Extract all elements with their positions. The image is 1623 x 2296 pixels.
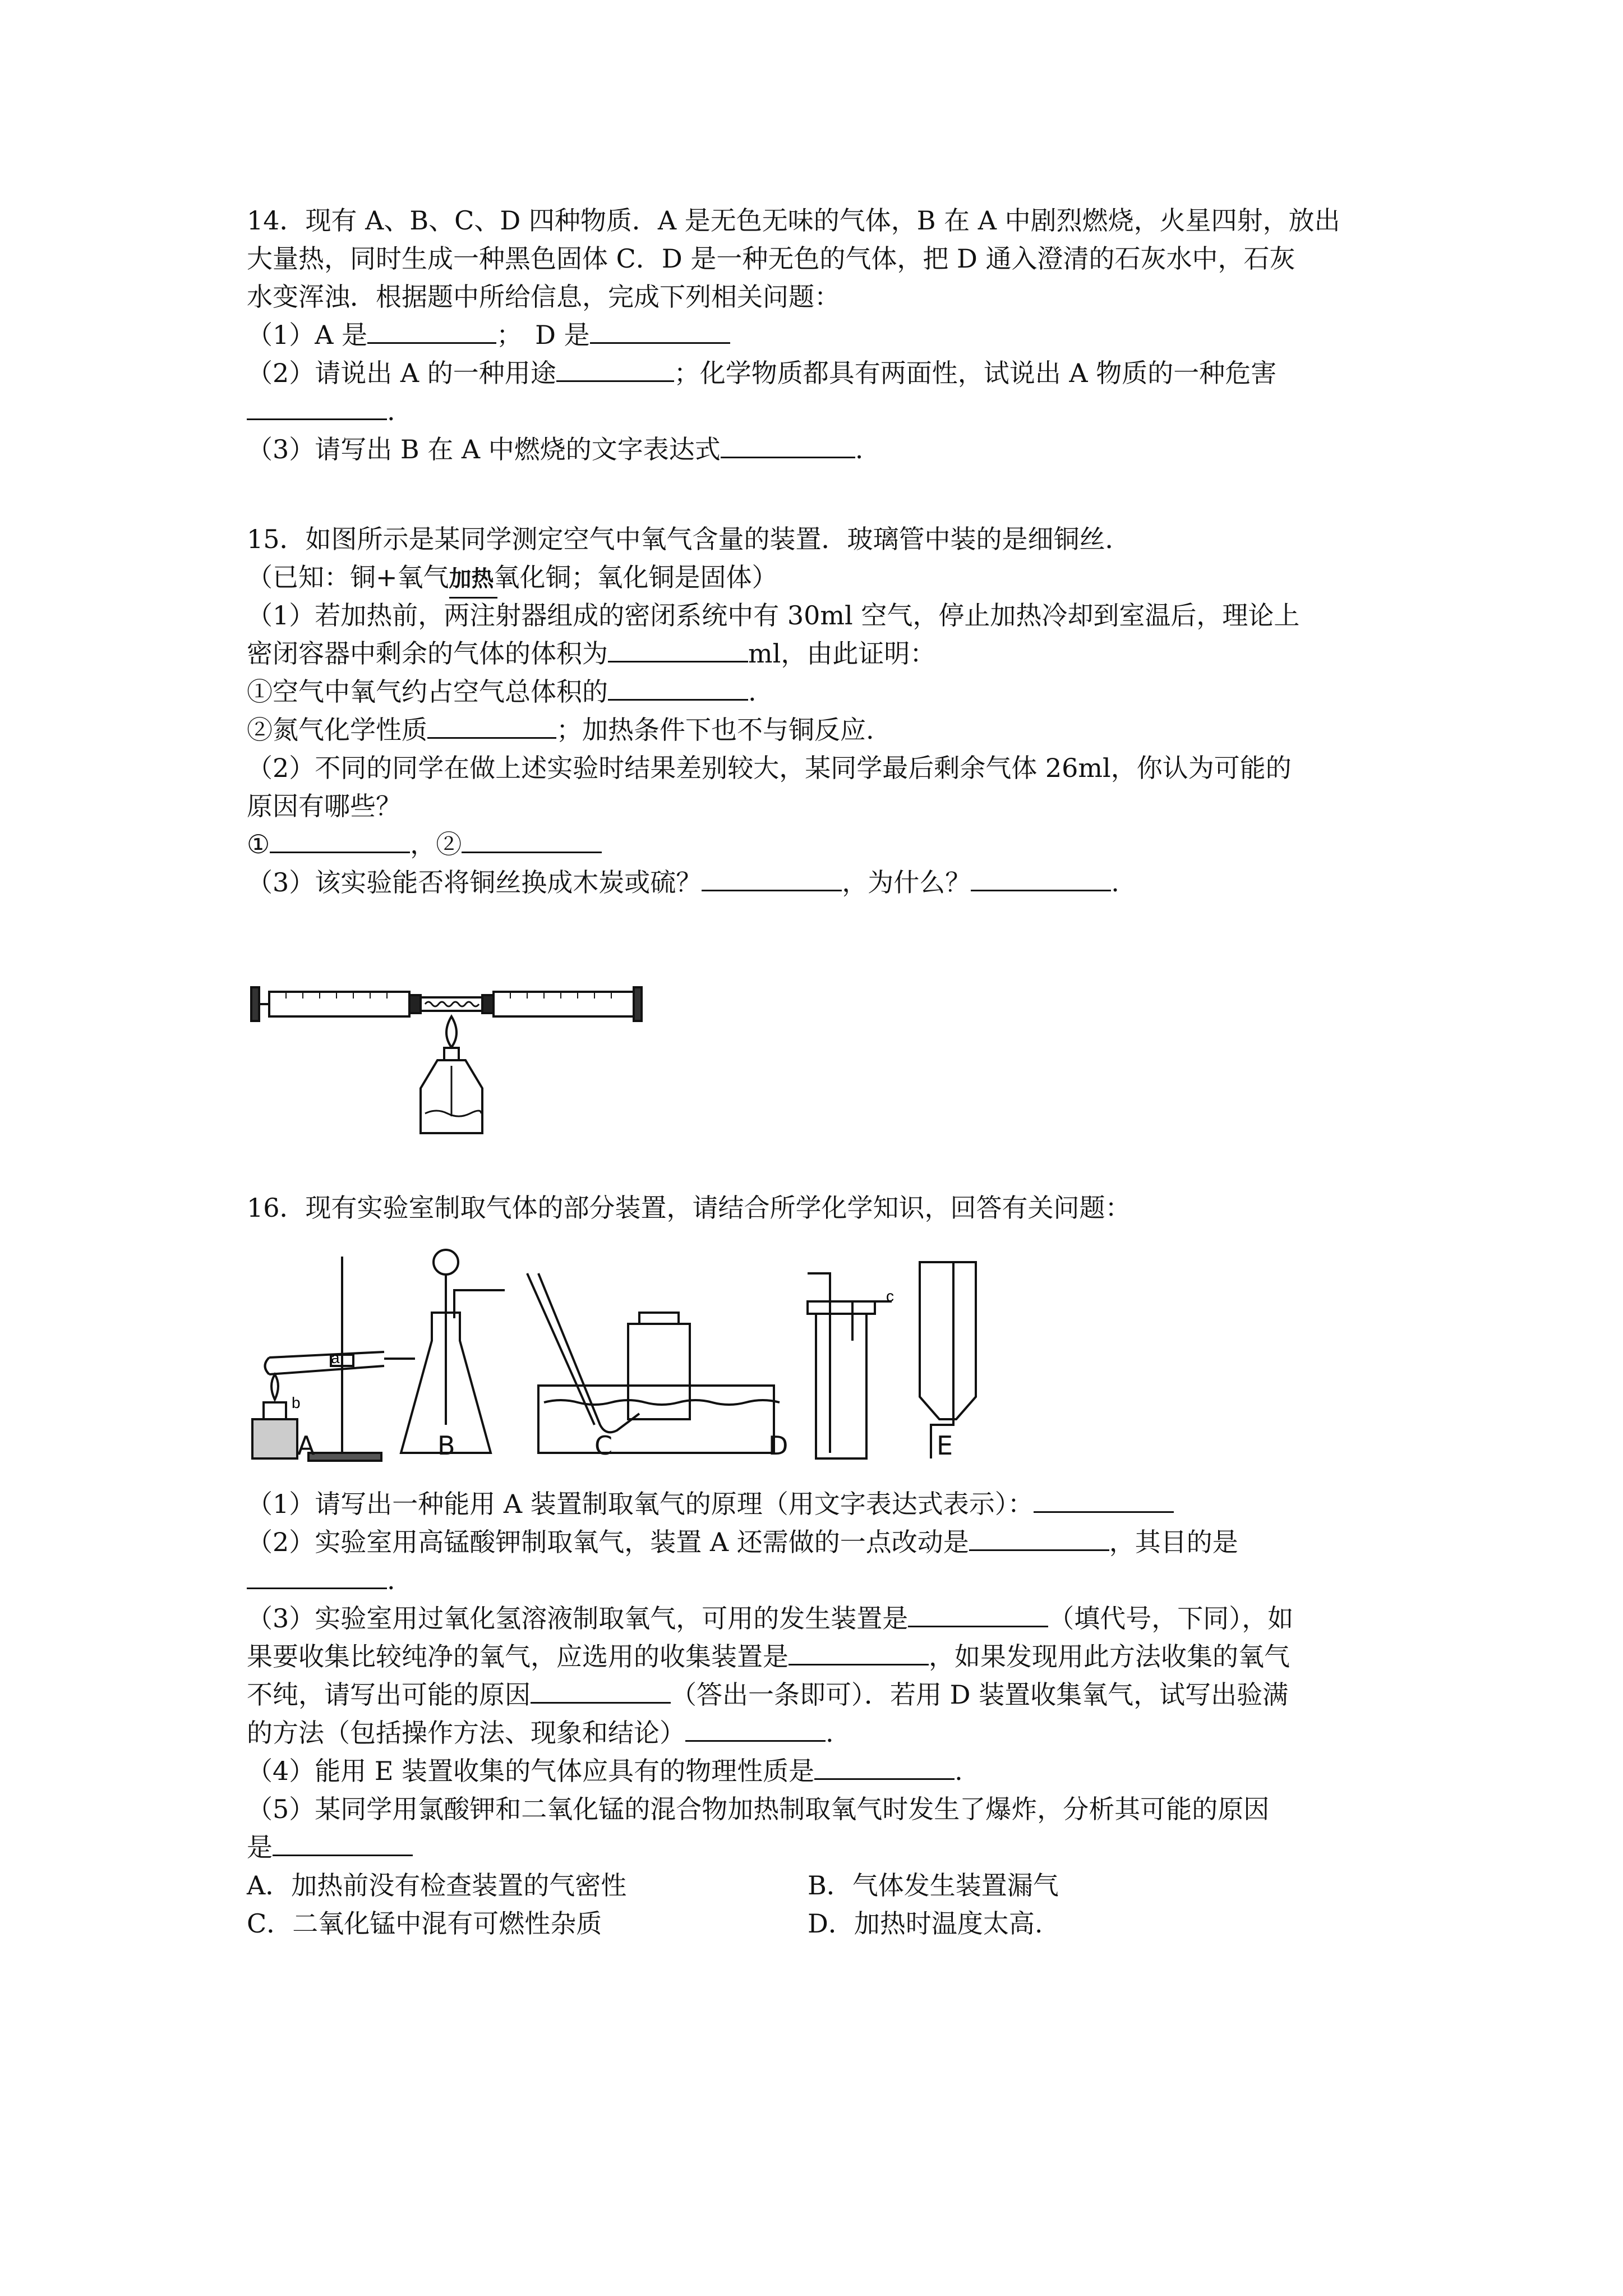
answer-blank[interactable]: [273, 1832, 413, 1856]
answer-blank[interactable]: [427, 715, 556, 739]
period: .: [1111, 867, 1119, 898]
apparatus-label-D: D: [768, 1430, 789, 1461]
q15-c2a: ②氮气化学性质: [247, 715, 427, 745]
q14-part1-label-a: （1）A 是: [247, 320, 368, 350]
option-a[interactable]: A．加热前没有检查装置的气密性: [247, 1870, 627, 1901]
answer-blank[interactable]: [685, 1718, 826, 1742]
q14-part2-cont: [247, 395, 395, 427]
q14-part2-text: （2）请说出 A 的一种用途: [247, 358, 556, 388]
answer-blank[interactable]: [367, 320, 496, 344]
period: .: [387, 396, 395, 426]
q14-stem-line3: 水变浑浊．根据题中所给信息，完成下列相关问题：: [247, 282, 840, 312]
q15-c2b: ；加热条件下也不与铜反应.: [556, 715, 874, 745]
q15-p1c: ml，由此证明：: [748, 638, 936, 669]
answer-blank[interactable]: [971, 867, 1111, 891]
q16-p3b: （填代号，下同），如: [1048, 1603, 1294, 1634]
q16-part3-line3: [247, 1678, 1288, 1711]
q15-known-b: 氧化铜；氧化铜是固体）: [494, 562, 778, 592]
q16-p4a: （4）能用 E 装置收集的气体应具有的物理性质是: [247, 1756, 815, 1786]
q14-part2-text-b: ；化学物质都具有两面性，试说出 A 物质的一种危害: [674, 358, 1277, 388]
q14-part3-text: （3）请写出 B 在 A 中燃烧的文字表达式: [247, 434, 721, 464]
heating-condition-arrow: 加热: [449, 563, 494, 595]
q15-p1b: 密闭容器中剩余的气体的体积为: [247, 638, 608, 669]
q16-p3c: 果要收集比较纯净的氧气，应选用的收集装置是: [247, 1641, 789, 1672]
answer-blank[interactable]: [789, 1641, 929, 1665]
q15-p3b: ，为什么？: [842, 867, 971, 898]
q16-stem: 16．现有实验室制取气体的部分装置，请结合所学化学知识，回答有关问题：: [247, 1193, 1131, 1223]
q15-part1-line1: （1）若加热前，两注射器组成的密闭系统中有 30ml 空气，停止加热冷却到室温后，理论上: [247, 600, 1300, 631]
apparatus-label-C: C: [594, 1430, 613, 1461]
q14-part2: [247, 357, 1276, 389]
q16-p3d: ，如果发现用此方法收集的氧气: [929, 1641, 1290, 1672]
q16-part3-line4: [247, 1717, 834, 1749]
q16-p3g: 的方法（包括操作方法、现象和结论）: [247, 1718, 685, 1748]
q16-part1: [247, 1488, 1174, 1520]
q16-part3-line2: [247, 1640, 1290, 1673]
option-d[interactable]: D．加热时温度太高.: [808, 1908, 1043, 1939]
q16-part3-line1: [247, 1602, 1293, 1635]
gas-apparatus-figure: [247, 1240, 1032, 1475]
period: .: [748, 677, 757, 707]
q15-part3: [247, 866, 1119, 899]
q15-stem: 15．如图所示是某同学测定空气中氧气含量的装置．玻璃管中装的是细铜丝．: [247, 524, 1131, 554]
answer-blank[interactable]: [608, 677, 748, 701]
q16-p2b: ，其目的是: [1109, 1527, 1238, 1557]
q15-part2-line2: 原因有哪些？: [247, 791, 402, 821]
option-b[interactable]: B．气体发生装置漏气: [808, 1870, 1059, 1901]
answer-blank[interactable]: [608, 638, 748, 662]
q16-p3e: 不纯，请写出可能的原因: [247, 1680, 531, 1710]
answer-blank[interactable]: [969, 1527, 1109, 1551]
q16-part5-line1: （5）某同学用氯酸钾和二氧化锰的混合物加热制取氧气时发生了爆炸，分析其可能的原因: [247, 1794, 1270, 1824]
apparatus-label-A: A: [297, 1430, 315, 1461]
answer-blank[interactable]: [556, 358, 674, 382]
q15-known: [247, 561, 778, 595]
apparatus-label-E: E: [937, 1430, 953, 1461]
period: .: [955, 1756, 963, 1786]
answer-blank[interactable]: [270, 829, 410, 853]
q14-part3: [247, 433, 863, 466]
reason-2-label: ，②: [410, 829, 462, 859]
apparatus-label-B: B: [437, 1430, 455, 1461]
answer-blank[interactable]: [531, 1680, 671, 1704]
q16-part2-cont: [247, 1564, 395, 1596]
answer-blank[interactable]: [908, 1603, 1048, 1627]
q14-part1-label-d: ； D 是: [496, 320, 590, 350]
q16-p3f: （答出一条即可）．若用 D 装置收集氧气，试写出验满: [671, 1680, 1289, 1710]
q15-known-a: （已知：铜+氧气: [247, 562, 449, 592]
period: .: [387, 1565, 395, 1595]
q16-part5-line2: [247, 1831, 413, 1864]
label-a: a: [331, 1349, 340, 1366]
q16-p2a: （2）实验室用高锰酸钾制取氧气，装置 A 还需做的一点改动是: [247, 1527, 969, 1557]
q15-conclusion1: [247, 675, 757, 708]
q16-p3a: （3）实验室用过氧化氢溶液制取氧气，可用的发生装置是: [247, 1603, 909, 1634]
q15-part1-line2: [247, 637, 935, 670]
gas-apparatus-drawing: [247, 1240, 1032, 1475]
syringe-apparatus-figure: [247, 976, 651, 1144]
answer-blank[interactable]: [721, 434, 855, 458]
q16-part2: [247, 1526, 1238, 1558]
q15-part2-line1: （2）不同的同学在做上述实验时结果差别较大，某同学最后剩余气体 26ml，你认为可能的: [247, 753, 1292, 783]
answer-blank[interactable]: [1034, 1489, 1174, 1513]
q15-reasons: [247, 828, 602, 861]
q15-c1a: ①空气中氧气约占空气总体积的: [247, 677, 608, 707]
q14-part1: [247, 319, 730, 351]
reason-1-label: ①: [247, 829, 270, 859]
q15-p3a: （3）该实验能否将铜丝换成木炭或硫？: [247, 867, 702, 898]
q15-conclusion2: [247, 714, 874, 746]
answer-blank[interactable]: [247, 396, 387, 420]
answer-blank[interactable]: [247, 1565, 387, 1589]
period: .: [826, 1718, 834, 1748]
answer-blank[interactable]: [462, 829, 602, 853]
q16-p5b: 是: [247, 1832, 273, 1862]
q16-part4: [247, 1755, 963, 1787]
q14-stem-line2: 大量热，同时生成一种黑色固体 C．D 是一种无色的气体，把 D 通入澄清的石灰水中，石灰: [247, 243, 1295, 274]
q16-p1: （1）请写出一种能用 A 装置制取氧气的原理（用文字表达式表示）：: [247, 1489, 1034, 1519]
q14-stem-line1: 14．现有 A、B、C、D 四种物质．A 是无色无味的气体，B 在 A 中剧烈燃烧，火星四射，放出: [247, 205, 1340, 236]
option-c[interactable]: C．二氧化锰中混有可燃性杂质: [247, 1908, 602, 1939]
syringe-apparatus-drawing: [247, 976, 651, 1144]
answer-blank[interactable]: [814, 1756, 955, 1780]
answer-blank[interactable]: [702, 867, 842, 891]
period: .: [855, 434, 864, 464]
label-c: c: [886, 1287, 894, 1305]
label-b: b: [292, 1394, 301, 1411]
answer-blank[interactable]: [590, 320, 730, 344]
